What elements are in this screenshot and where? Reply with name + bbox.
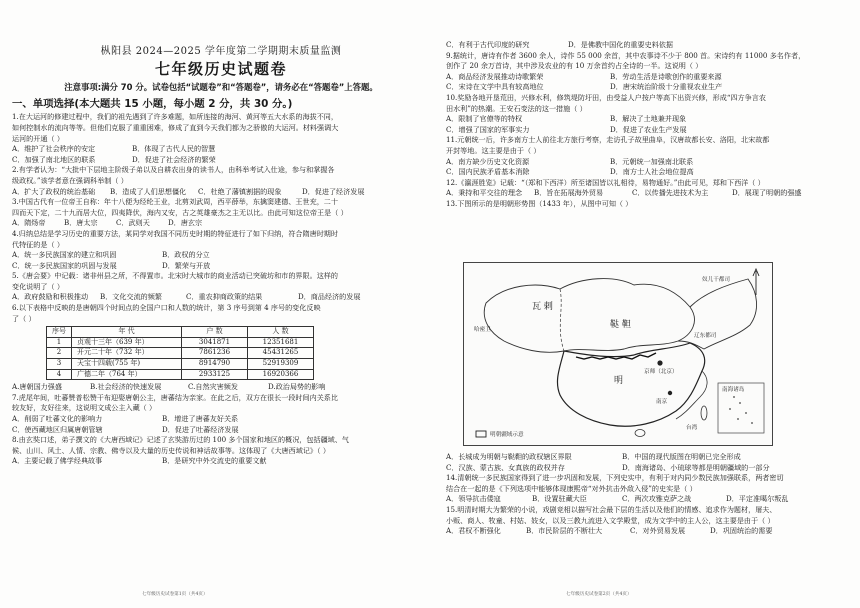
option-c[interactable]: C.自然灾害频发 xyxy=(188,382,238,392)
option-d[interactable]: D．展现了明朝的强盛 xyxy=(732,188,802,198)
beijing-marker xyxy=(657,360,662,365)
population-table xyxy=(46,326,314,380)
page-footer-right: 七年级历史试卷第2页（共4页） xyxy=(566,592,632,598)
wala-dada-border xyxy=(560,289,564,351)
option-d[interactable]: D．商品经济的发展 xyxy=(298,292,361,302)
option-d[interactable]: D．巩固统治的需要 xyxy=(710,526,773,536)
option-a[interactable]: A．政府鼓励和积极推动 xyxy=(12,292,89,302)
option-a[interactable]: A．秉持和平交往的理念 xyxy=(446,188,523,198)
option-d[interactable]: D．唐宋统治阶级十分重视农业生产 xyxy=(610,82,723,92)
question-1: 1.在大运河的修建过程中，我们的祖先遇到了许多难题，如所连接的海河、黄河等五大水系的海拔不同， 如何控制水的流向等等。但他们克服了重重困难，修成了直到今天我们都为之骄傲的大运河。材料强调大 运河的开通（ ） A．维护了社会秩序的安定 B．体现了古代人民的智慧 C．加强了南北地区的联系 D．促进了社会经济的繁荣 xyxy=(12,112,430,165)
question-1-options xyxy=(12,144,430,155)
question-15: 15.明清时期大为繁荣的小说，戏剧竞相以描写社会最下层的生活以及他们的情感、追求作为题材，屠夫、 小贩、商人、牧童、村姑、妓女，以及三教九流进入文学殿堂，成为文学中的主人公，这主要是由于（ ） A．君权不断强化 B．市民阶层的不断壮大 C．对外贸易发展 D．巩固统治的需要 xyxy=(446,504,777,536)
question-3: 3.中国古代有一位帝王自称：年十八便为经纶王业，北剪刘武周，西平薛举，东擒窦建德、王世充，二十 四而天下定，二十九而居大位，四夷降伏，海内又安，古之英雄豪杰之主无以比。由此可知这位帝王是（ ） A．隋炀帝 B．唐太宗 C．武则天 D．唐玄宗 xyxy=(12,197,348,228)
south-sea-islands xyxy=(729,396,753,424)
map-label-dada: 鞑 靼 xyxy=(610,320,631,330)
option-c[interactable]: C．以传播先进技术为主 xyxy=(632,188,709,198)
option-c[interactable]: C．使西藏地区归属唐朝管辖 xyxy=(12,424,103,434)
option-a[interactable]: A．扩大了政权的统治基础 xyxy=(12,186,96,196)
option-a[interactable]: A．统一多民族国家的建立和巩固 xyxy=(12,250,117,260)
map-label-ming: 明 xyxy=(614,376,624,386)
table-row: 1 贞观十三年（639 年） 3041871 12351681 xyxy=(47,337,314,348)
option-a[interactable]: A．君权不断强化 xyxy=(446,526,501,536)
map-label-legend: 明朝疆域示意 xyxy=(490,432,524,438)
option-a[interactable]: A．长城成为明朝与鞑靼的政权辖区界限 xyxy=(446,452,572,461)
option-b[interactable]: B．设置驻藏大臣 xyxy=(532,494,587,504)
ming-map-drawing xyxy=(464,263,772,445)
table-row: 2 开元二十年（732 年） 7861236 45431265 xyxy=(47,348,314,359)
map-label-jingshi: 京师（北京） xyxy=(644,369,678,375)
map-label-hami: 哈密卫 xyxy=(474,327,491,333)
question-12: 12.《瀛涯胜览》记载：“（郑和下西洋）所至诸国皆以礼相待，易物通好。”由此可见，郑和下西洋（ ） A．秉持和平交往的理念 B．旨在拓展海外贸易 C．以传播先进技术为主 D．展现了明朝的强盛 xyxy=(446,177,802,198)
hainan-island xyxy=(635,430,645,437)
map-label-liaodong: 辽东都司 xyxy=(694,333,717,339)
option-c[interactable]: C．两次攻雅克萨之战 xyxy=(622,494,692,504)
question-10: 10.奖励各地开垦荒田，兴修水利，修筑堤防圩田，由受益人户按户等高下出资兴修，形成“四方争言农 田水利”的热潮。王安石变法的这一措施（ ） A．限制了官僚等的特权 B．解决了土地兼并现象 C．增强了国家的军事实力 D．促进了农业生产发展 xyxy=(446,92,766,134)
option-d[interactable]: D．南方士人社会地位提高 xyxy=(610,167,694,177)
table-header-row: 序号 年 代 户 数 人 数 xyxy=(47,327,314,338)
option-b[interactable]: B．文化交流的频繁 xyxy=(100,292,162,302)
table-row: 4 广德二年（764 年） 2933125 16920366 xyxy=(47,369,314,380)
nuergan-border xyxy=(678,279,757,349)
left-column xyxy=(12,0,430,608)
option-b[interactable]: B．旨在拓展海外贸易 xyxy=(534,188,604,198)
option-a[interactable]: A．削弱了吐蕃文化的影响力 xyxy=(12,414,103,423)
option-d[interactable]: D．平定准噶尔叛乱 xyxy=(726,494,789,504)
map-label-wala: 瓦 剌 xyxy=(532,302,553,312)
question-2: 2.有学者认为：“大批中下层地主阶级子弟以及自耕农出身的读书人，由科举考试入仕途，参与和掌握各 级政权。”该学者意在强调科举制（ ） A．扩大了政权的统治基础 B．造成了人们思想僵化 C．杜绝了藩镇割据的现象 D．促进了经济发展 xyxy=(12,165,365,196)
option-b[interactable]: B．是研究中外交流史的重要文献 xyxy=(162,456,267,466)
question-6: 6.以下表格中反映的是唐朝四个时间点的全国户口和人数的统计，第 3 序号到第 4 序号的变化反映 了（ ） 序号 年 代 户 数 人 数 1 贞观十三年（639 年） 3041871 12351681 2 开元二十年（732 年） 7861236 45431265 3 天宝十四载(755 年) 8914790 52919309 4 广德二年（764 年） 2933125 16920366 A.唐朝国力强盛 B.社会经济的快速发展 C.自然灾害频发 D.政治局势的影响 xyxy=(12,303,326,392)
option-b[interactable]: B．唐太宗 xyxy=(64,218,98,228)
question-9: 9.据统计，唐诗有作者 3600 余人，诗作 55 000 余首，其中农事诗不少于 800 首。宋诗约有 11000 多名作者， 创作了 20 余万首诗，其中涉及农业的有 10 万余首约占全诗的一半。这说明（ ） A．商品经济发展推动诗歌繁荣 B．劳动生活是诗歌创作的重要来源 C．宋诗在文学中具有较高地位 D．唐宋统治阶级十分重视农业生产 xyxy=(446,50,806,92)
option-c[interactable]: C．武则天 xyxy=(116,218,150,228)
option-c[interactable]: C．杜绝了藩镇割据的现象 xyxy=(198,186,282,196)
option-a[interactable]: A．限制了官僚等的特权 xyxy=(446,114,523,124)
question-5: 5.《唐会要》中记载：诸非州县之所，不得置市。北宋时大城市的商业活动已突破坊和市的界限。这样的 变化说明了（ ） A．政府鼓励和积极推动 B．文化交流的频繁 C．重农抑商政策的结果 D．商品经济的发展 xyxy=(12,271,361,302)
option-c[interactable]: C．有利于古代印度的研究 xyxy=(446,40,530,49)
section-heading: 一、单项选择(本大题共 15 小题，每小题 2 分，共 30 分。) xyxy=(12,97,293,110)
option-c[interactable]: C．宋诗在文学中具有较高地位 xyxy=(446,82,544,92)
legend-swatch xyxy=(476,431,486,437)
option-d[interactable]: D.政治局势的影响 xyxy=(268,382,326,392)
exam-notice: 注意事项:满分 70 分。试卷包括“试题卷”和“答题卷”，请务必在“答题卷”上答题。 xyxy=(64,82,378,93)
map-label-taiwan: 台湾 xyxy=(686,425,698,431)
question-8-continued xyxy=(446,40,848,51)
map-label-nuergan: 奴儿干都司 xyxy=(702,277,730,283)
option-d[interactable]: D．促进了农业生产发展 xyxy=(610,124,687,134)
option-b[interactable]: B．体现了古代人民的智慧 xyxy=(132,144,216,154)
option-a[interactable]: A．商品经济发展推动诗歌繁荣 xyxy=(446,71,544,81)
option-c[interactable]: C．汉族、蒙古族、女真族的政权并存 xyxy=(446,462,565,472)
coastline xyxy=(676,371,707,419)
question-14: 14.清朝统一多民族国家得到了进一步巩固和发展，下列史实中，有利于对内同少数民族加强联系，两者密切 结合在一起的是《下列选项中能够体现康熙帝“对外抗击外敌入侵”的史实是（ ） A．领导抗击倭寇 B．设置驻藏大臣 C．两次攻雅克萨之战 D．平定准噶尔叛乱 xyxy=(446,473,789,504)
option-c[interactable]: C．重农抑商政策的结果 xyxy=(186,292,263,302)
option-b[interactable]: B．增进了唐蕃友好关系 xyxy=(162,414,239,423)
option-a[interactable]: A．维护了社会秩序的安定 xyxy=(12,144,96,154)
option-b[interactable]: B．市民阶层的不断壮大 xyxy=(526,526,603,536)
option-c[interactable]: C．加强了南北地区的联系 xyxy=(12,154,96,164)
option-a[interactable]: A．南方缺少历史文化资源 xyxy=(446,156,530,166)
map-label-nanjing: 南京 xyxy=(656,399,668,405)
option-b[interactable]: B．劳动生活是诗歌创作的重要来源 xyxy=(610,71,722,81)
question-4: 4.归纳总结是学习历史的重要方法，某同学对我国不同历史时期的特征进行了如下归纳，符合隋唐时期时 代特征的是（ ） A．统一多民族国家的建立和巩固 B．政权的分立 C．统一多民族国家的巩固与发展 D．繁荣与开放 xyxy=(12,228,338,270)
question-11: 11.元朝统一后，许多南方士人前往北方旅行考察，走访孔子故里曲阜，汉唐故都长安、洛阳，北宋故都 开封等地。这主要是由于（ ） A．南方缺少历史文化资源 B．元朝统一加强南北联系 C．国内民族矛盾基本消除 D．南方士人社会地位提高 xyxy=(446,135,770,177)
option-b[interactable]: B．造成了人们思想僵化 xyxy=(110,186,187,196)
map-label-south-sea: 南海诸岛 xyxy=(722,387,745,393)
option-b[interactable]: B．解决了土地兼并现象 xyxy=(610,114,687,124)
option-a[interactable]: A.唐朝国力强盛 xyxy=(12,382,62,392)
page-title: 七年级历史试题卷 xyxy=(154,59,287,78)
question-8: 8.由玄奘口述，弟子撰文的《大唐西域记》记述了玄奘游历过的 100 多个国家和地区的概况，包括疆域、气 候、山川、风土、人情、宗教、佛寺以及大量的历史传说和神话故事等。这体现了《大唐西域记》（ ） A．主要记载了佛学经典故事 B．是研究中外交流史的重要文献 xyxy=(12,435,349,466)
question-13-options xyxy=(446,452,848,537)
option-a[interactable]: A．隋炀帝 xyxy=(12,218,46,228)
option-d[interactable]: D．南海诸岛、小琉球等都是明朝疆域的一部分 xyxy=(622,462,770,472)
option-c[interactable]: C．国内民族矛盾基本消除 xyxy=(446,167,530,177)
question-13: 13.下图所示的是明朝形势图（1433 年），从图中可知（ ） xyxy=(446,198,633,208)
option-a[interactable]: A．主要记载了佛学经典故事 xyxy=(12,456,103,466)
option-d[interactable]: D．是佛教中国化的重要史料依据 xyxy=(568,40,673,49)
option-c[interactable]: C．对外贸易发展 xyxy=(630,526,686,536)
option-d[interactable]: D．繁荣与开放 xyxy=(162,260,211,270)
taiwan-island xyxy=(701,406,707,420)
exam-header: 枞阳县 2024—2025 学年度第二学期期末质量监测 xyxy=(100,46,342,57)
option-d[interactable]: D．促进了吐蕃经济发展 xyxy=(162,424,239,434)
option-d[interactable]: D．促进了社会经济的繁荣 xyxy=(132,154,216,164)
page-footer-left: 七年级历史试卷第1页（共4页） xyxy=(142,592,208,598)
table-row: 3 天宝十四载(755 年) 8914790 52919309 xyxy=(47,359,314,370)
option-a[interactable]: A．领导抗击倭寇 xyxy=(446,494,501,504)
option-d[interactable]: D．唐玄宗 xyxy=(168,218,203,228)
option-d[interactable]: D．促进了经济发展 xyxy=(302,186,365,196)
north-region-border xyxy=(484,279,694,353)
option-b[interactable]: B．政权的分立 xyxy=(162,250,210,260)
option-c[interactable]: C．统一多民族国家的巩固与发展 xyxy=(12,260,117,270)
ming-map xyxy=(463,262,773,446)
option-b[interactable]: B．元朝统一加强南北联系 xyxy=(610,156,694,166)
option-b[interactable]: B．中国的现代版图在明朝已完全形成 xyxy=(622,452,741,461)
nanjing-marker xyxy=(668,391,672,395)
option-b[interactable]: B.社会经济的快速发展 xyxy=(90,382,162,392)
option-c[interactable]: C．增强了国家的军事实力 xyxy=(446,124,530,134)
question-7: 7.虎尾年间，吐蕃赞普松赞干布迎娶唐朝公主，唐蕃结为亲家。在此之后，双方在很长一段时间内关系比 较友好，友好往来，这说明文成公主入藏（ ） A．削弱了吐蕃文化的影响力 B．增进了唐蕃友好关系 C．使西藏地区归属唐朝管辖 D．促进了吐蕃经济发展 xyxy=(12,392,338,434)
